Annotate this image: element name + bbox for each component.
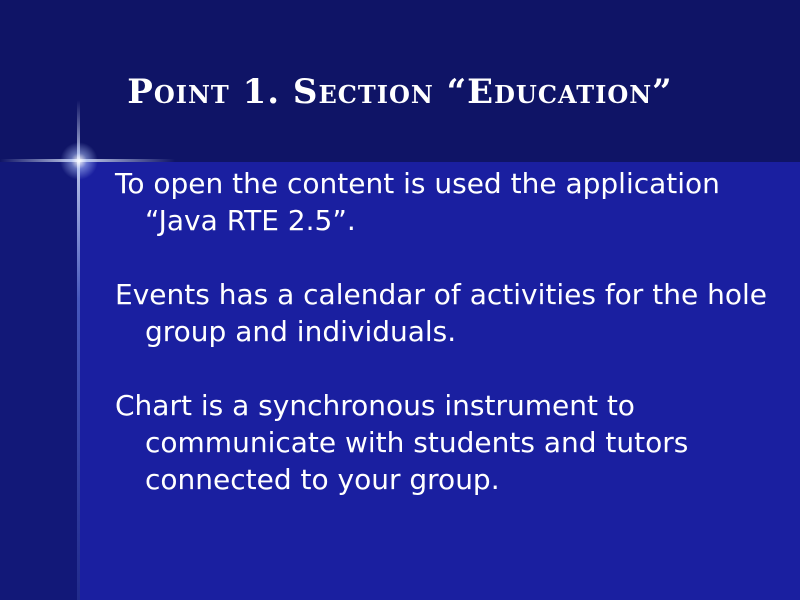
slide-body bbox=[115, 165, 775, 535]
slide-title: Point 1. Section “Education” bbox=[127, 72, 673, 112]
sparkle-star-icon bbox=[60, 142, 98, 180]
paragraph-events: Events has a calendar of activities for the hole group and individuals. bbox=[115, 278, 767, 348]
paragraph-java-rte: To open the content is used the application “Java RTE 2.5”. bbox=[115, 167, 720, 237]
left-panel bbox=[0, 162, 80, 600]
paragraph-chart: Chart is a synchronous instrument to communicate with students and tutors connected to your group. bbox=[115, 389, 689, 496]
